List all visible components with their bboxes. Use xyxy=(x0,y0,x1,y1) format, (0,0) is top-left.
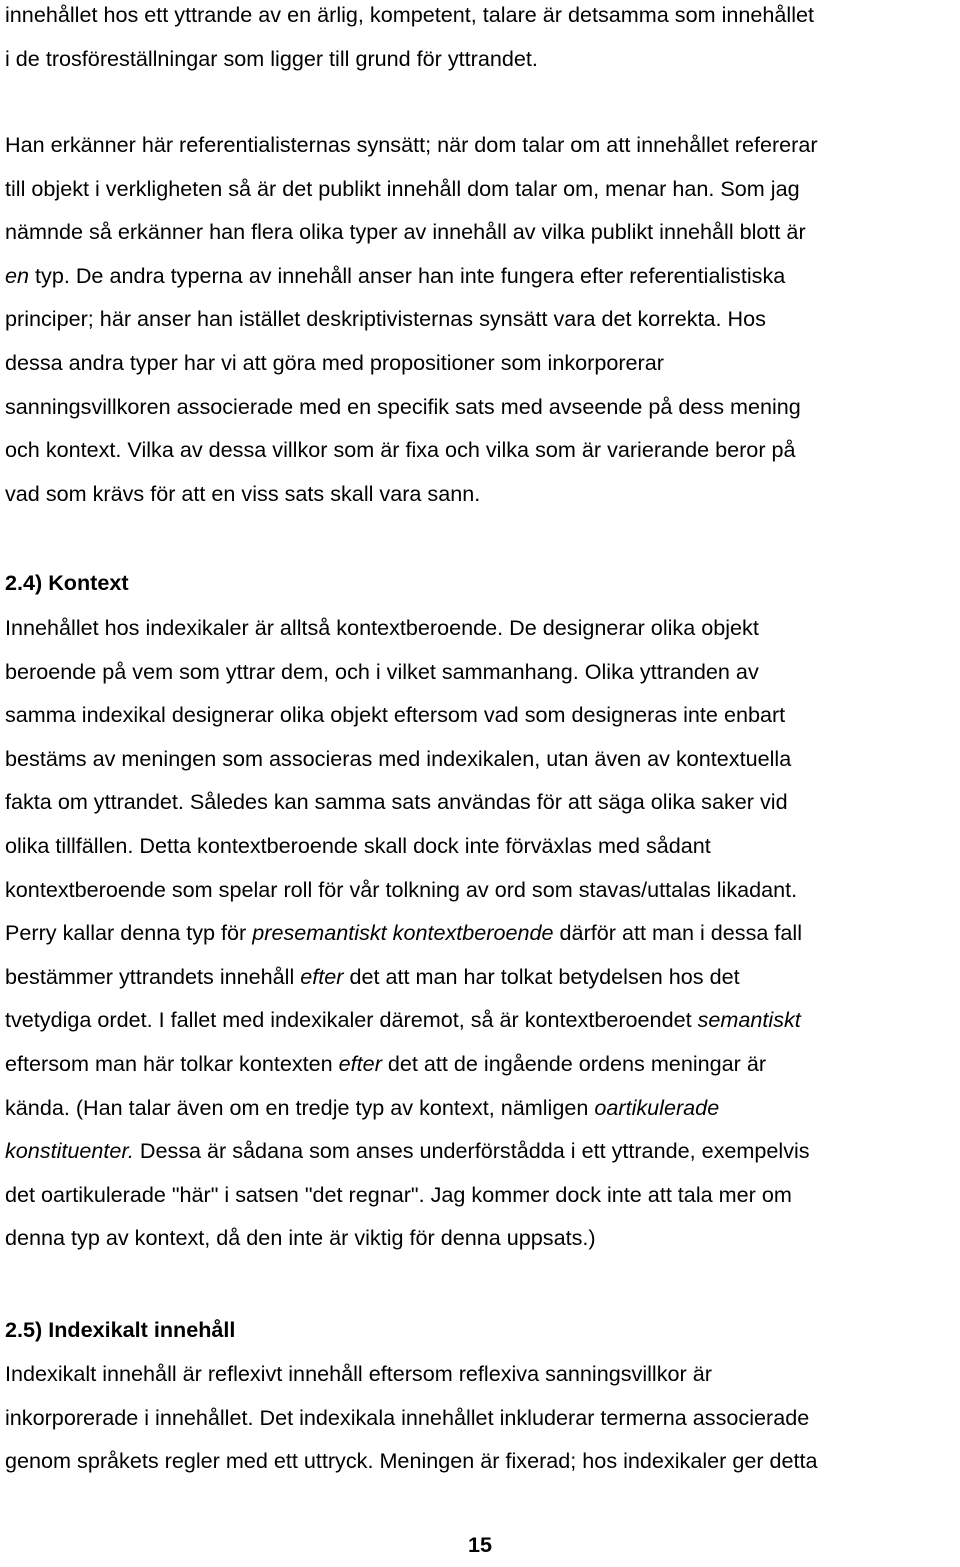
text-line xyxy=(5,998,960,1042)
text-run: tvetydiga ordet. I fallet med indexikaler däremot, så är kontextberoendet xyxy=(5,1007,698,1033)
text-run: till objekt i verkligheten så är det publikt innehåll dom talar om, menar han. Som jag xyxy=(5,175,800,201)
text-run: kontextberoende som spelar roll för vår tolkning av ord som stavas/uttalas likadant. xyxy=(5,876,798,902)
paragraph-kontext xyxy=(5,606,960,1260)
text-line xyxy=(5,210,960,254)
text-run: principer; här anser han istället deskriptivisternas synsätt vara det korrekta. Hos xyxy=(5,306,766,332)
text-line xyxy=(5,123,960,167)
italic-text: efter xyxy=(338,1050,382,1076)
text-run: samma indexikal designerar olika objekt eftersom vad som designeras inte enbart xyxy=(5,702,786,728)
text-run: typ. De andra typerna av innehåll anser han inte fungera efter referentialistiska xyxy=(29,262,786,288)
italic-text: presemantiskt kontextberoende xyxy=(252,920,554,946)
text-run: och kontext. Vilka av dessa villkor som är fixa och vilka som är varierande beror på xyxy=(5,437,796,463)
text-line xyxy=(5,911,960,955)
text-run: inkorporerade i innehållet. Det indexikala innehållet inkluderar termerna associerade xyxy=(5,1404,810,1430)
text-run: genom språkets regler med ett uttryck. Meningen är fixerad; hos indexikaler ger detta xyxy=(5,1448,818,1474)
text-run: i de trosföreställningar som ligger till grund för yttrandet. xyxy=(5,45,538,71)
text-line xyxy=(5,824,960,868)
text-line xyxy=(5,341,960,385)
text-run: bestäms av meningen som associeras med indexikalen, utan även av kontextuella xyxy=(5,745,792,771)
text-run: denna typ av kontext, då den inte är viktig för denna uppsats.) xyxy=(5,1225,596,1251)
italic-text: efter xyxy=(300,963,344,989)
text-line xyxy=(5,167,960,211)
text-run: sanningsvillkoren associerade med en specifik sats med avseende på dess mening xyxy=(5,393,801,419)
text-line xyxy=(5,780,960,824)
text-run: det att man har tolkat betydelsen hos det xyxy=(343,963,740,989)
text-run: bestämmer yttrandets innehåll xyxy=(5,963,301,989)
text-run: Perry kallar denna typ för xyxy=(5,920,253,946)
text-line xyxy=(5,254,960,298)
text-line xyxy=(5,606,960,650)
italic-text: oartikulerade xyxy=(594,1094,720,1120)
text-run: det att de ingående ordens meningar är xyxy=(381,1050,767,1076)
text-line xyxy=(5,1216,960,1260)
text-line xyxy=(5,1396,960,1440)
text-line xyxy=(5,868,960,912)
text-line xyxy=(5,1352,960,1396)
text-line xyxy=(5,1086,960,1130)
text-run: fakta om yttrandet. Således kan samma sats användas för att säga olika saker vid xyxy=(5,789,788,815)
text-line xyxy=(5,650,960,694)
text-line xyxy=(5,428,960,472)
text-run: dessa andra typer har vi att göra med propositioner som inkorporerar xyxy=(5,349,664,375)
text-run: beroende på vem som yttrar dem, och i vilket sammanhang. Olika yttranden av xyxy=(5,658,759,684)
text-run: Han erkänner här referentialisternas synsätt; när dom talar om att innehållet refererar xyxy=(5,132,818,157)
text-run: innehållet hos ett yttrande av en ärlig, kompetent, talare är detsamma som innehållet xyxy=(5,2,815,27)
page-number: 15 xyxy=(467,1532,493,1557)
text-line xyxy=(5,472,960,516)
text-line xyxy=(5,737,960,781)
text-run: Dessa är sådana som anses underförstådda i ett yttrande, exempelvis xyxy=(133,1138,810,1164)
text-run: vad som krävs för att en viss sats skall vara sann. xyxy=(5,480,481,506)
paragraph-indexikalt-innehall xyxy=(5,1352,960,1483)
text-line xyxy=(5,693,960,737)
text-line xyxy=(5,297,960,341)
text-run: kända. (Han talar även om en tredje typ av kontext, nämligen xyxy=(5,1094,595,1120)
text-run: därför att man i dessa fall xyxy=(553,920,802,946)
text-run: Innehållet hos indexikaler är alltså kontextberoende. De designerar olika objekt xyxy=(5,615,759,640)
text-line xyxy=(5,1439,960,1483)
text-line xyxy=(5,1042,960,1086)
text-run: olika tillfällen. Detta kontextberoende skall dock inte förväxlas med sådant xyxy=(5,832,711,858)
paragraph-intro xyxy=(5,0,960,80)
section-heading-indexikalt-innehall: 2.5) Indexikalt innehåll xyxy=(5,1317,236,1342)
text-line xyxy=(5,955,960,999)
text-line xyxy=(5,385,960,429)
text-run: eftersom man här tolkar kontexten xyxy=(5,1050,339,1076)
text-line xyxy=(5,0,960,37)
italic-text: semantiskt xyxy=(697,1007,801,1033)
text-line xyxy=(5,1173,960,1217)
paragraph-referentialists xyxy=(5,123,960,515)
italic-text: en xyxy=(5,262,30,288)
text-line xyxy=(5,37,960,81)
section-heading-kontext: 2.4) Kontext xyxy=(5,570,129,595)
text-run: nämnde så erkänner han flera olika typer av innehåll av vilka publikt innehåll blott är xyxy=(5,219,806,245)
text-run: det oartikulerade "här" i satsen "det regnar". Jag kommer dock inte att tala mer om xyxy=(5,1181,792,1207)
italic-text: konstituenter. xyxy=(5,1138,134,1164)
text-line xyxy=(5,1129,960,1173)
text-run: Indexikalt innehåll är reflexivt innehåll eftersom reflexiva sanningsvillkor är xyxy=(5,1361,712,1386)
